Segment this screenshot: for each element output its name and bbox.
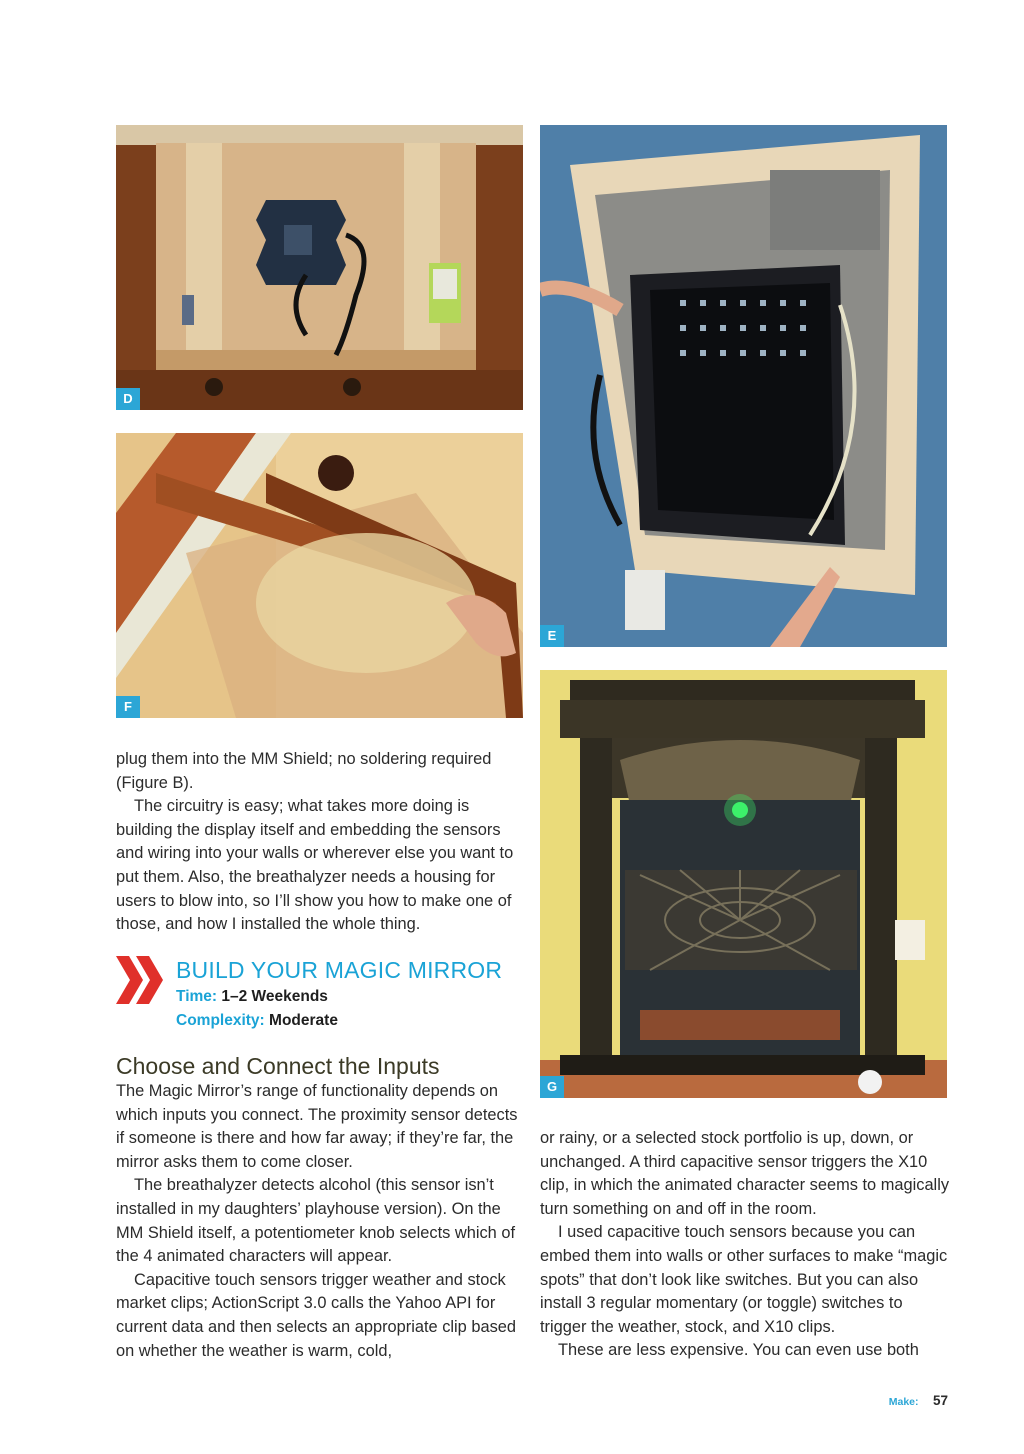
left-column-section	[116, 1053, 526, 1363]
body-paragraph: The breathalyzer detects alcohol (this sensor isn’t installed in my daughters’ playhouse version). On the MM Shield itself, a potentiometer knob selects which of the 4 animated characters will appear.	[116, 1176, 516, 1266]
page-number: 57	[932, 1393, 948, 1408]
figure-label-g: G	[540, 1076, 564, 1098]
figure-label-d: D	[116, 388, 140, 410]
photo-d-wall-mount	[116, 125, 523, 410]
page-footer	[889, 1392, 948, 1410]
footer-brand: Make:	[888, 1396, 919, 1408]
section-heading: Choose and Connect the Inputs	[116, 1053, 440, 1079]
build-title: BUILD YOUR MAGIC MIRROR	[176, 957, 503, 983]
figure-label-f: F	[116, 696, 140, 718]
photo-g-fireplace	[540, 670, 947, 1098]
left-column-top	[116, 748, 526, 937]
photo-e-mirror-frame	[540, 125, 947, 647]
build-complexity	[176, 1010, 338, 1032]
time-label: Time:	[176, 988, 218, 1005]
body-paragraph: plug them into the MM Shield; no soldering required (Figure B).	[116, 750, 492, 792]
photo-f-frame-glass	[116, 433, 523, 718]
time-value: 1–2 Weekends	[221, 988, 328, 1005]
body-paragraph: These are less expensive. You can even use both	[558, 1341, 919, 1360]
body-paragraph: I used capacitive touch sensors because you can embed them into walls or other surfaces to make “magic spots” that don’t look like switches. But you can also install 3 regular momentary (or toggle) switches to trigger the weather, stock, and X10 clips.	[540, 1223, 948, 1336]
body-paragraph: or rainy, or a selected stock portfolio is up, down, or unchanged. A third capacitive sensor triggers the X10 clip, in which the animated character seems to magically turn something on and off in the room.	[540, 1129, 950, 1218]
body-paragraph: The Magic Mirror’s range of functionality depends on which inputs you connect. The proximity sensor detects if someone is there and how far away; if they’re far, the mirror asks them to come closer.	[116, 1082, 518, 1171]
double-chevron-icon	[116, 956, 166, 1004]
right-column	[540, 1127, 950, 1363]
complexity-value: Moderate	[269, 1012, 338, 1029]
body-paragraph: Capacitive touch sensors trigger weather and stock market clips; ActionScript 3.0 calls the Yahoo API for current data and then selects an appropriate clip based on whether the weather is warm, cold,	[116, 1270, 517, 1360]
build-info-box	[116, 954, 536, 1034]
figure-label-e: E	[540, 625, 564, 647]
body-paragraph: The circuitry is easy; what takes more doing is building the display itself and embedding the sensors and wiring into your walls or wherever else you want to put them. Also, the breathalyzer needs a housing for users to blow into, so I’ll show you how to make one of those, and how I installed the whole thing.	[116, 797, 514, 934]
complexity-label: Complexity:	[176, 1012, 265, 1029]
build-time	[176, 986, 328, 1008]
